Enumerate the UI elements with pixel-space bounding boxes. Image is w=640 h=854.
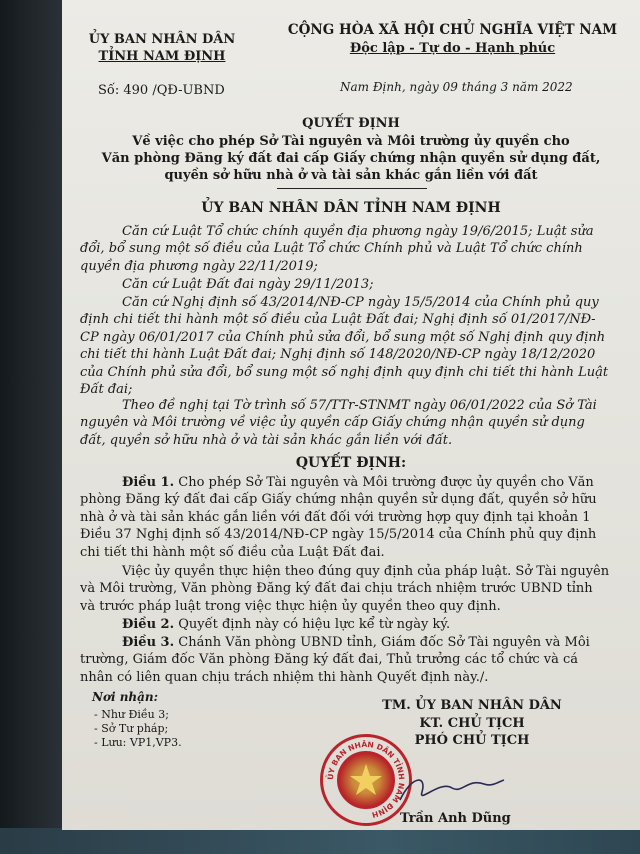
nation-line1: CỘNG HÒA XÃ HỘI CHỦ NGHĨA VIỆT NAM: [287, 22, 618, 38]
handwritten-signature: [392, 770, 512, 810]
article-1: [80, 474, 610, 561]
decision-heading: QUYẾT ĐỊNH:: [295, 455, 407, 471]
desk-background: [0, 0, 62, 830]
signature-line3: PHÓ CHỦ TỊCH: [414, 733, 530, 748]
doc-title: QUYẾT ĐỊNH: [302, 116, 400, 131]
article-3: [80, 634, 610, 686]
recipients-heading: Nơi nhận:: [92, 690, 159, 704]
agency-line1: ỦY BAN NHÂN DÂN: [88, 32, 236, 47]
issuer-heading: ỦY BAN NHÂN DÂN TỈNH NAM ĐỊNH: [201, 200, 501, 216]
document-page: [62, 0, 640, 830]
svg-text:ỦY BAN NHÂN DÂN TỈNH NAM ĐỊNH: ỦY BAN NHÂN DÂN TỈNH NAM ĐỊNH: [325, 739, 407, 820]
article-2-text: Quyết định này có hiệu lực kể từ ngày ký.: [174, 617, 451, 632]
screen-bottom-bar: [0, 828, 640, 854]
subject-line3: quyền sở hữu nhà ở và tài sản khác gắn liền với đất: [164, 168, 538, 183]
article-1-label: Điều 1.: [122, 475, 175, 490]
basis-3: Căn cứ Nghị định số 43/2014/NĐ-CP ngày 15/5/2014 của Chính phủ quy định chi tiết thi hành một số điều của Luật Đất đai; Nghị định số 01/2017/NĐ-CP ngày 06/01/2017 của Chính phủ sửa đổi, bổ sung một số Nghị định quy định chi tiết thi hành Luật Đất đai; Nghị định số 148/2020/NĐ-CP ngày 18/12/2020 của Chính phủ sửa đổi, bổ sung một số nghị định quy định chi tiết thi hành Luật Đất đai;: [80, 295, 609, 398]
article-3-label: Điều 3.: [122, 635, 175, 650]
signature-line1: TM. ỦY BAN NHÂN DÂN: [382, 698, 562, 713]
subject-divider: [277, 188, 427, 189]
article-2: [80, 616, 610, 633]
basis-4: Theo đề nghị tại Tờ trình số 57/TTr-STNMT ngày 06/01/2022 của Sở Tài nguyên và Môi trường về việc ủy quyền cấp Giấy chứng nhận quyền sử dụng đất, quyền sở hữu nhà ở và tài sản khác gắn liền với đất.: [80, 398, 597, 448]
basis-1: Căn cứ Luật Tổ chức chính quyền địa phương ngày 19/6/2015; Luật sửa đổi, bổ sung một số điều của Luật Tổ chức Chính phủ và Luật Tổ chức chính quyền địa phương ngày 22/11/2019;: [80, 224, 594, 274]
place-date: Nam Định, ngày 09 tháng 3 năm 2022: [340, 80, 573, 94]
basis-2: Căn cứ Luật Đất đai ngày 29/11/2013;: [122, 277, 374, 292]
subject-line2: Văn phòng Đăng ký đất đai cấp Giấy chứng nhận quyền sử dụng đất,: [101, 151, 601, 166]
recipient-item: - Như Điều 3;: [94, 708, 169, 721]
nation-line2: Độc lập - Tự do - Hạnh phúc: [349, 41, 556, 56]
signer-name: Trần Anh Dũng: [400, 811, 511, 826]
recipient-item: - Sở Tư pháp;: [94, 722, 169, 735]
doc-number: Số: 490 /QĐ-UBND: [98, 83, 225, 98]
article-1-note: Việc ủy quyền thực hiện theo đúng quy định của pháp luật. Sở Tài nguyên và Môi trường, Văn phòng Đăng ký đất đai chịu trách nhiệm trước UBND tỉnh và trước pháp luật trong việc thực hiện ủy quyền theo quy định.: [80, 564, 610, 614]
article-2-label: Điều 2.: [122, 617, 175, 632]
article-3-text: Chánh Văn phòng UBND tỉnh, Giám đốc Sở Tài nguyên và Môi trường, Giám đốc Văn phòng Đăng ký đất đai, Thủ trưởng các tổ chức và cá nhân có liên quan chịu trách nhiệm thi hành Quyết định này./.: [80, 635, 590, 685]
article-1-text: Cho phép Sở Tài nguyên và Môi trường được ủy quyền cho Văn phòng Đăng ký đất đai cấp Giấy chứng nhận quyền sử dụng đất, quyền sở hữu nhà ở và tài sản khác gắn liền với đất đối với trường hợp quy định tại khoản 1 Điều 37 Nghị định số 43/2014/NĐ-CP ngày 15/5/2014 của Chính phủ quy định chi tiết thi hành một số điều của Luật Đất đai.: [80, 475, 597, 560]
agency-line2: TỈNH NAM ĐỊNH: [98, 49, 226, 64]
national-emblem-icon: [337, 751, 395, 809]
signature-line2: KT. CHỦ TỊCH: [419, 716, 525, 731]
recipient-item: - Lưu: VP1,VP3.: [94, 736, 182, 749]
subject-line1: Về việc cho phép Sở Tài nguyên và Môi trường ủy quyền cho: [132, 134, 570, 149]
